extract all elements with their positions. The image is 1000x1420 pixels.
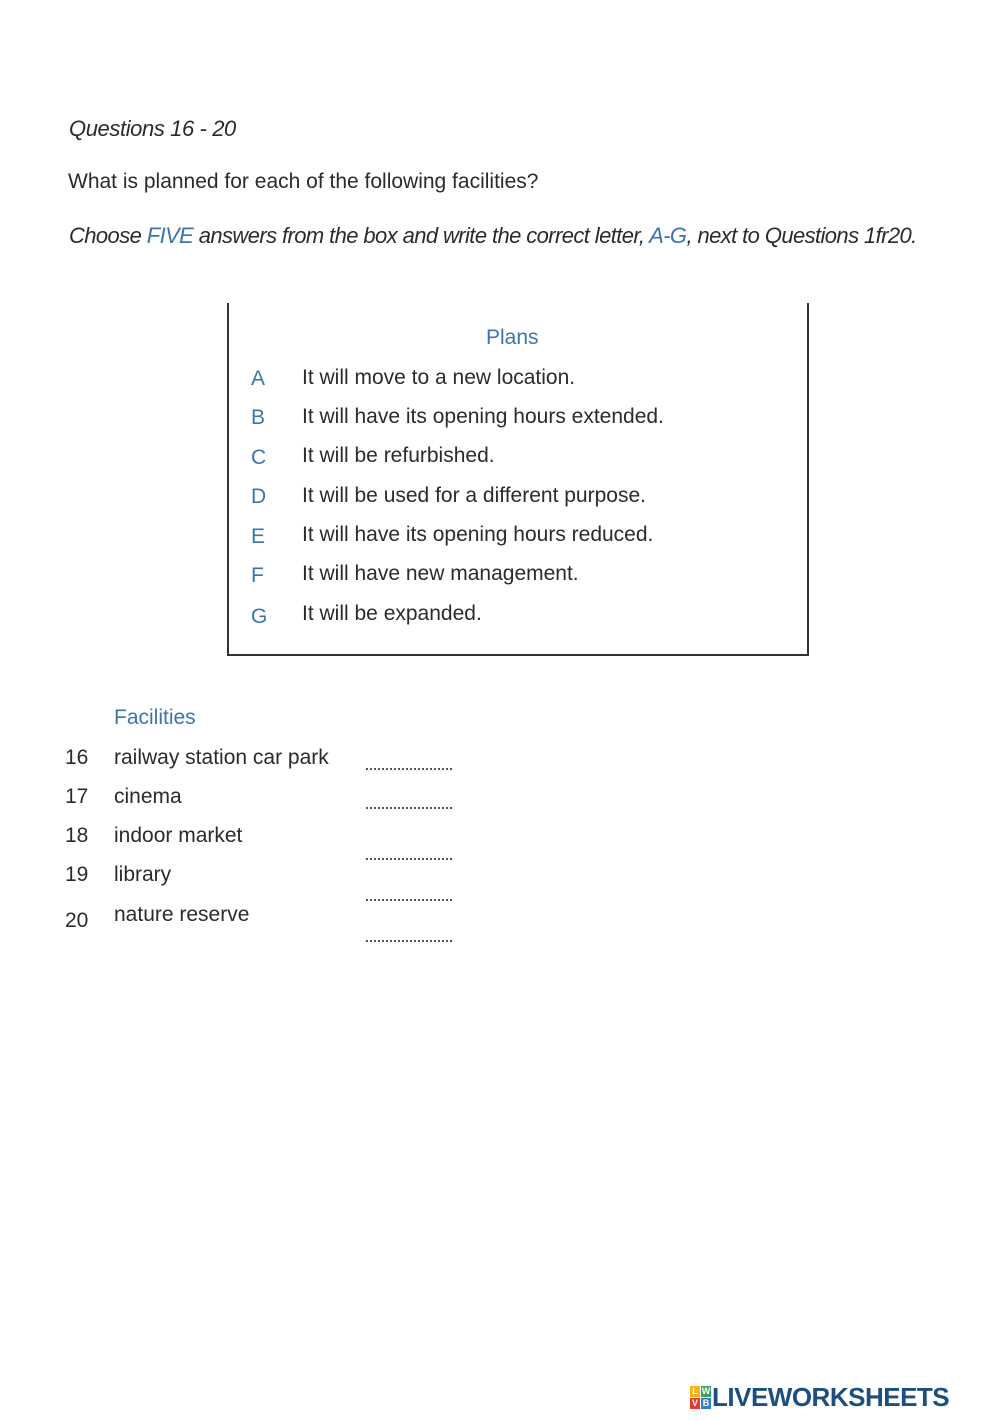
instruction-part2: answers from the box and write the correct letter, (193, 223, 650, 248)
logo-icon-tile-w: W (701, 1386, 711, 1396)
plans-title: Plans (486, 326, 539, 349)
facility-number-19: 19 (65, 863, 89, 886)
question-prompt: What is planned for each of the following facilities? (68, 170, 539, 193)
plan-text-a: It will move to a new location. (302, 366, 576, 389)
facility-name-19: library (114, 863, 172, 886)
logo-icon-tile-l: L (690, 1386, 700, 1397)
instruction-range: A-G (649, 223, 687, 248)
plan-letter-d: D (251, 485, 267, 508)
answer-blank-18[interactable] (366, 848, 452, 860)
plan-text-b: It will have its opening hours extended. (302, 405, 664, 428)
answer-blank-20[interactable] (366, 930, 452, 942)
plan-letter-g: G (251, 605, 268, 628)
plan-letter-c: C (251, 446, 267, 469)
liveworksheets-logo (690, 1382, 949, 1412)
instruction-part3: , next to Questions 1fr20. (686, 223, 917, 248)
plan-text-g: It will be expanded. (302, 602, 482, 625)
facility-number-16: 16 (65, 746, 89, 769)
instruction-text (69, 223, 917, 249)
facility-name-17: cinema (114, 785, 182, 808)
plan-text-f: It will have new management. (302, 562, 579, 585)
plan-text-d: It will be used for a different purpose. (302, 484, 646, 507)
section-heading: Questions 16 - 20 (69, 116, 236, 141)
plan-letter-e: E (251, 525, 266, 548)
plan-letter-f: F (251, 564, 264, 587)
facility-number-17: 17 (65, 785, 89, 808)
plan-text-e: It will have its opening hours reduced. (302, 523, 654, 546)
answer-blank-17[interactable] (366, 797, 452, 809)
answer-blank-16[interactable] (366, 758, 452, 770)
instruction-part1: Choose (69, 223, 147, 248)
facility-name-16: railway station car park (114, 746, 329, 769)
logo-icon-tile-v: V (691, 1398, 698, 1408)
facility-number-18: 18 (65, 824, 89, 847)
plan-letter-a: A (251, 367, 266, 390)
answer-blank-19[interactable] (366, 889, 452, 901)
facilities-title: Facilities (114, 706, 196, 729)
logo-icon-tile-b: B (702, 1398, 710, 1408)
facility-name-20: nature reserve (114, 903, 250, 926)
facility-number-20: 20 (65, 909, 89, 932)
plan-text-c: It will be refurbished. (302, 444, 495, 467)
facility-name-18: indoor market (114, 824, 243, 847)
liveworksheets-logo-icon (690, 1386, 710, 1408)
plan-letter-b: B (251, 406, 266, 429)
instruction-five: FIVE (146, 223, 194, 248)
logo-text: LIVEWORKSHEETS (712, 1381, 950, 1412)
